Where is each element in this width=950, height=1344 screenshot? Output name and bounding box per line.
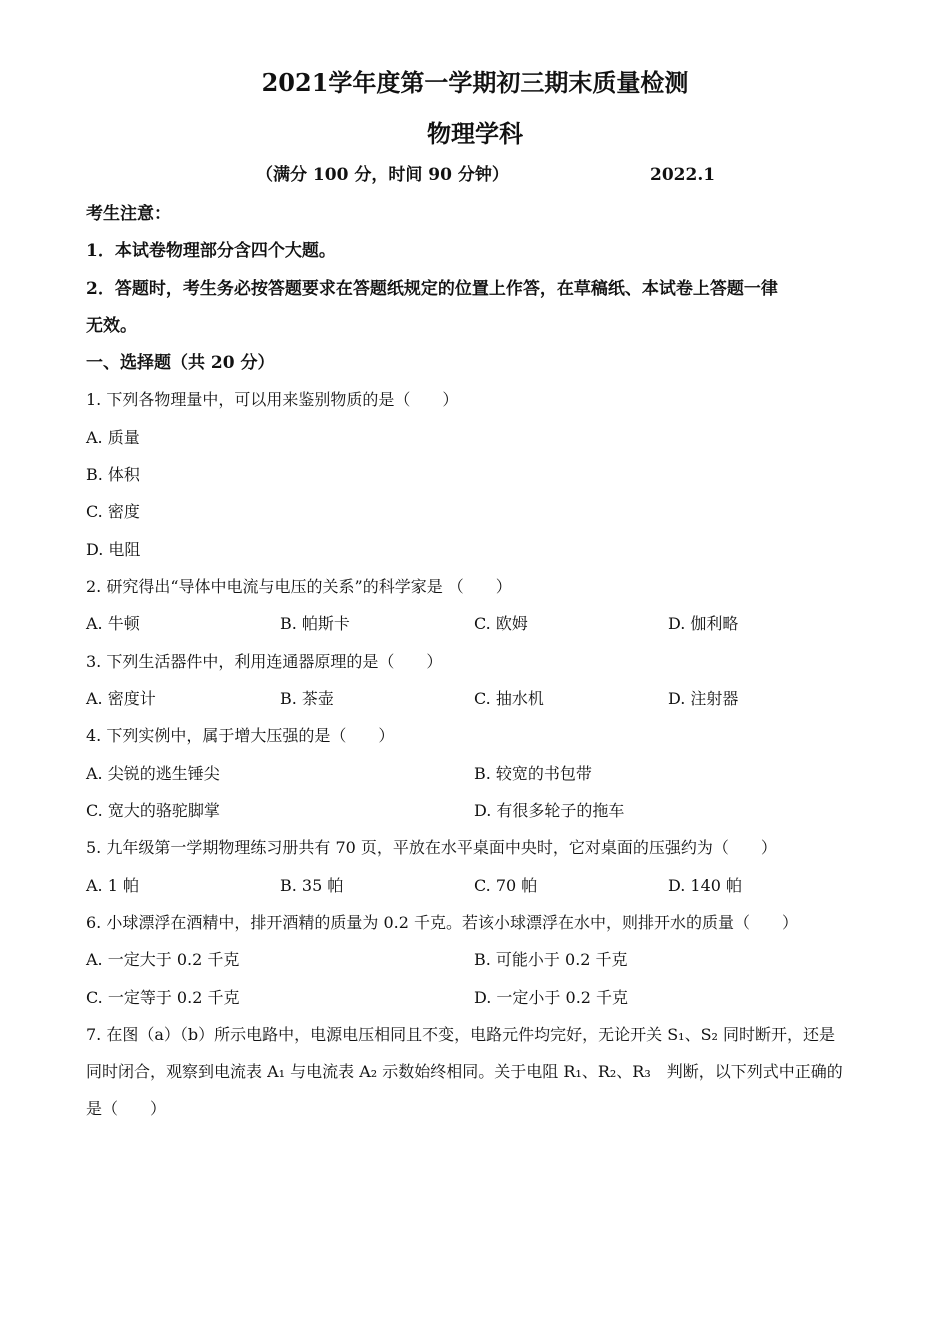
question-1-stem: 1. 下列各物理量中，可以用来鉴别物质的是（ ）	[86, 390, 459, 409]
question-6-stem: 6. 小球漂浮在酒精中，排开酒精的质量为 0.2 千克。若该小球漂浮在水中，则排开水的质量（ ）	[86, 913, 798, 932]
question-7-stem-line-3: 是（ ）	[86, 1099, 167, 1118]
question-2-option-b: B. 帕斯卡	[280, 614, 350, 633]
question-5-option-b: B. 35 帕	[280, 876, 344, 895]
question-7-stem-line-2: 同时闭合，观察到电流表 A₁ 与电流表 A₂ 示数始终相同。关于电阻 R₁、R₂、R₃ 判断，以下列式中正确的	[86, 1062, 843, 1081]
notice-heading: 考生注意：	[86, 204, 171, 224]
question-3-option-b: B. 茶壶	[280, 689, 334, 708]
question-7-stem-line-1: 7. 在图（a）（b）所示电路中，电源电压相同且不变，电路元件均完好，无论开关 S₁、S₂ 同时断开，还是	[86, 1025, 836, 1044]
question-5-stem: 5. 九年级第一学期物理练习册共有 70 页，平放在水平桌面中央时，它对桌面的压强约为（ ）	[86, 838, 777, 857]
question-6-option-a: A. 一定大于 0.2 千克	[86, 950, 240, 969]
question-2-option-d: D. 伽利略	[668, 614, 739, 633]
question-2-option-a: A. 牛顿	[86, 614, 140, 633]
notice-item-1: 1．本试卷物理部分含四个大题。	[86, 241, 336, 261]
question-3-option-a: A. 密度计	[86, 689, 156, 708]
question-6-option-b: B. 可能小于 0.2 千克	[474, 950, 628, 969]
question-2-option-c: C. 欧姆	[474, 614, 528, 633]
question-5-option-a: A. 1 帕	[86, 876, 139, 895]
question-4-stem: 4. 下列实例中，属于增大压强的是（ ）	[86, 726, 395, 745]
score-time-info: （满分 100 分，时间 90 分钟）	[256, 165, 509, 185]
question-6-option-c: C. 一定等于 0.2 千克	[86, 988, 240, 1007]
question-1-option-a: A. 质量	[86, 428, 140, 447]
question-3-stem: 3. 下列生活器件中，利用连通器原理的是（ ）	[86, 652, 443, 671]
question-3-option-d: D. 注射器	[668, 689, 739, 708]
question-2-stem: 2. 研究得出“导体中电流与电压的关系”的科学家是 （ ）	[86, 577, 512, 596]
question-4-option-c: C. 宽大的骆驼脚掌	[86, 801, 220, 820]
question-4-option-a: A. 尖锐的逃生锤尖	[86, 764, 220, 783]
question-3-option-c: C. 抽水机	[474, 689, 544, 708]
notice-item-2-line-1: 2．答题时，考生务必按答题要求在答题纸规定的位置上作答，在草稿纸、本试卷上答题一律	[86, 279, 778, 299]
question-1-option-b: B. 体积	[86, 465, 140, 484]
question-5-option-c: C. 70 帕	[474, 876, 538, 895]
notice-item-2-line-2: 无效。	[86, 316, 137, 336]
section-heading: 一、选择题（共 20 分）	[86, 353, 275, 373]
subject-title: 物理学科	[427, 119, 523, 148]
exam-title: 2021学年度第一学期初三期末质量检测	[261, 68, 689, 97]
question-4-option-b: B. 较宽的书包带	[474, 764, 592, 783]
question-1-option-c: C. 密度	[86, 502, 140, 521]
question-1-option-d: D. 电阻	[86, 540, 141, 559]
question-6-option-d: D. 一定小于 0.2 千克	[474, 988, 629, 1007]
exam-date: 2022.1	[650, 165, 716, 185]
question-4-option-d: D. 有很多轮子的拖车	[474, 801, 625, 820]
question-5-option-d: D. 140 帕	[668, 876, 743, 895]
